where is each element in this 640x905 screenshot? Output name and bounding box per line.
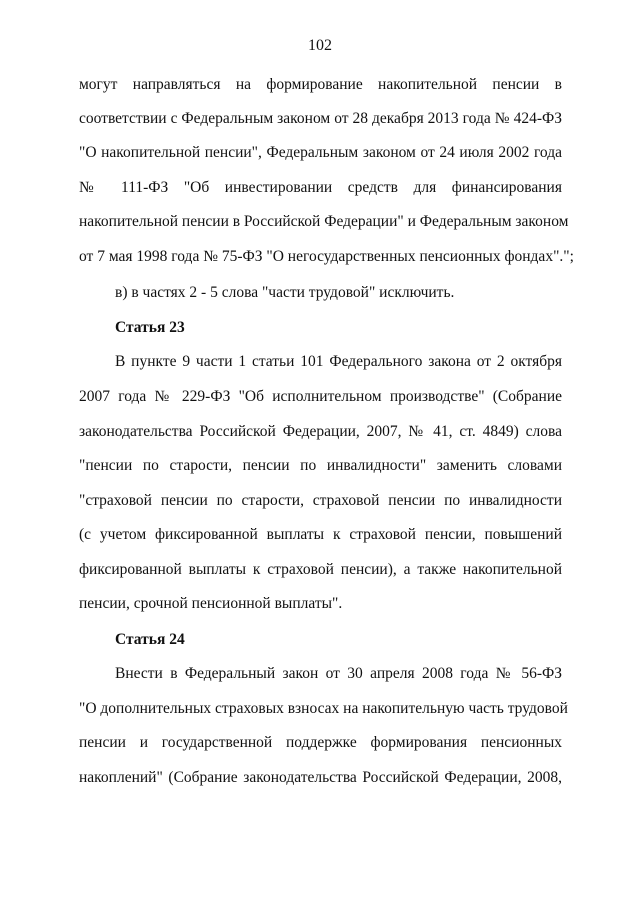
body-line: № 111-ФЗ "Об инвестировании средств для финансирования: [79, 179, 562, 196]
body-line: "О накопительной пенсии", Федеральным законом от 24 июля 2002 года: [79, 144, 562, 161]
body-line: Внести в Федеральный закон от 30 апреля 2008 года № 56-ФЗ: [115, 665, 562, 682]
page-number: 102: [308, 37, 332, 54]
body-line: могут направляться на формирование накопительной пенсии в: [79, 76, 562, 93]
body-line: накопительной пенсии в Российской Федерации" и Федеральным законом: [79, 213, 569, 230]
body-line: В пункте 9 части 1 статьи 101 Федерального закона от 2 октября: [115, 353, 562, 370]
article-24-heading: Статья 24: [115, 631, 185, 648]
body-line: "О дополнительных страховых взносах на накопительную часть трудовой: [79, 700, 568, 717]
article-23-heading: Статья 23: [115, 319, 185, 336]
item-v-line: в) в частях 2 - 5 слова "части трудовой" исключить.: [115, 284, 455, 301]
body-line: "пенсии по старости, пенсии по инвалидности" заменить словами: [79, 457, 562, 474]
body-line: пенсии и государственной поддержке формирования пенсионных: [79, 734, 562, 751]
body-line: 2007 года № 229-ФЗ "Об исполнительном производстве" (Собрание: [79, 388, 562, 405]
body-line: от 7 мая 1998 года № 75-ФЗ "О негосударственных пенсионных фондах".";: [79, 248, 574, 265]
body-line: пенсии, срочной пенсионной выплаты".: [79, 595, 343, 612]
body-line: законодательства Российской Федерации, 2007, № 41, ст. 4849) слова: [79, 423, 562, 440]
body-line: накоплений" (Собрание законодательства Российской Федерации, 2008,: [79, 769, 562, 786]
body-line: фиксированной выплаты к страховой пенсии), а также накопительной: [79, 561, 562, 578]
body-line: соответствии с Федеральным законом от 28 декабря 2013 года № 424-ФЗ: [79, 110, 562, 127]
body-line: "страховой пенсии по старости, страховой пенсии по инвалидности: [79, 492, 562, 509]
body-line: (с учетом фиксированной выплаты к страховой пенсии, повышений: [79, 526, 562, 543]
